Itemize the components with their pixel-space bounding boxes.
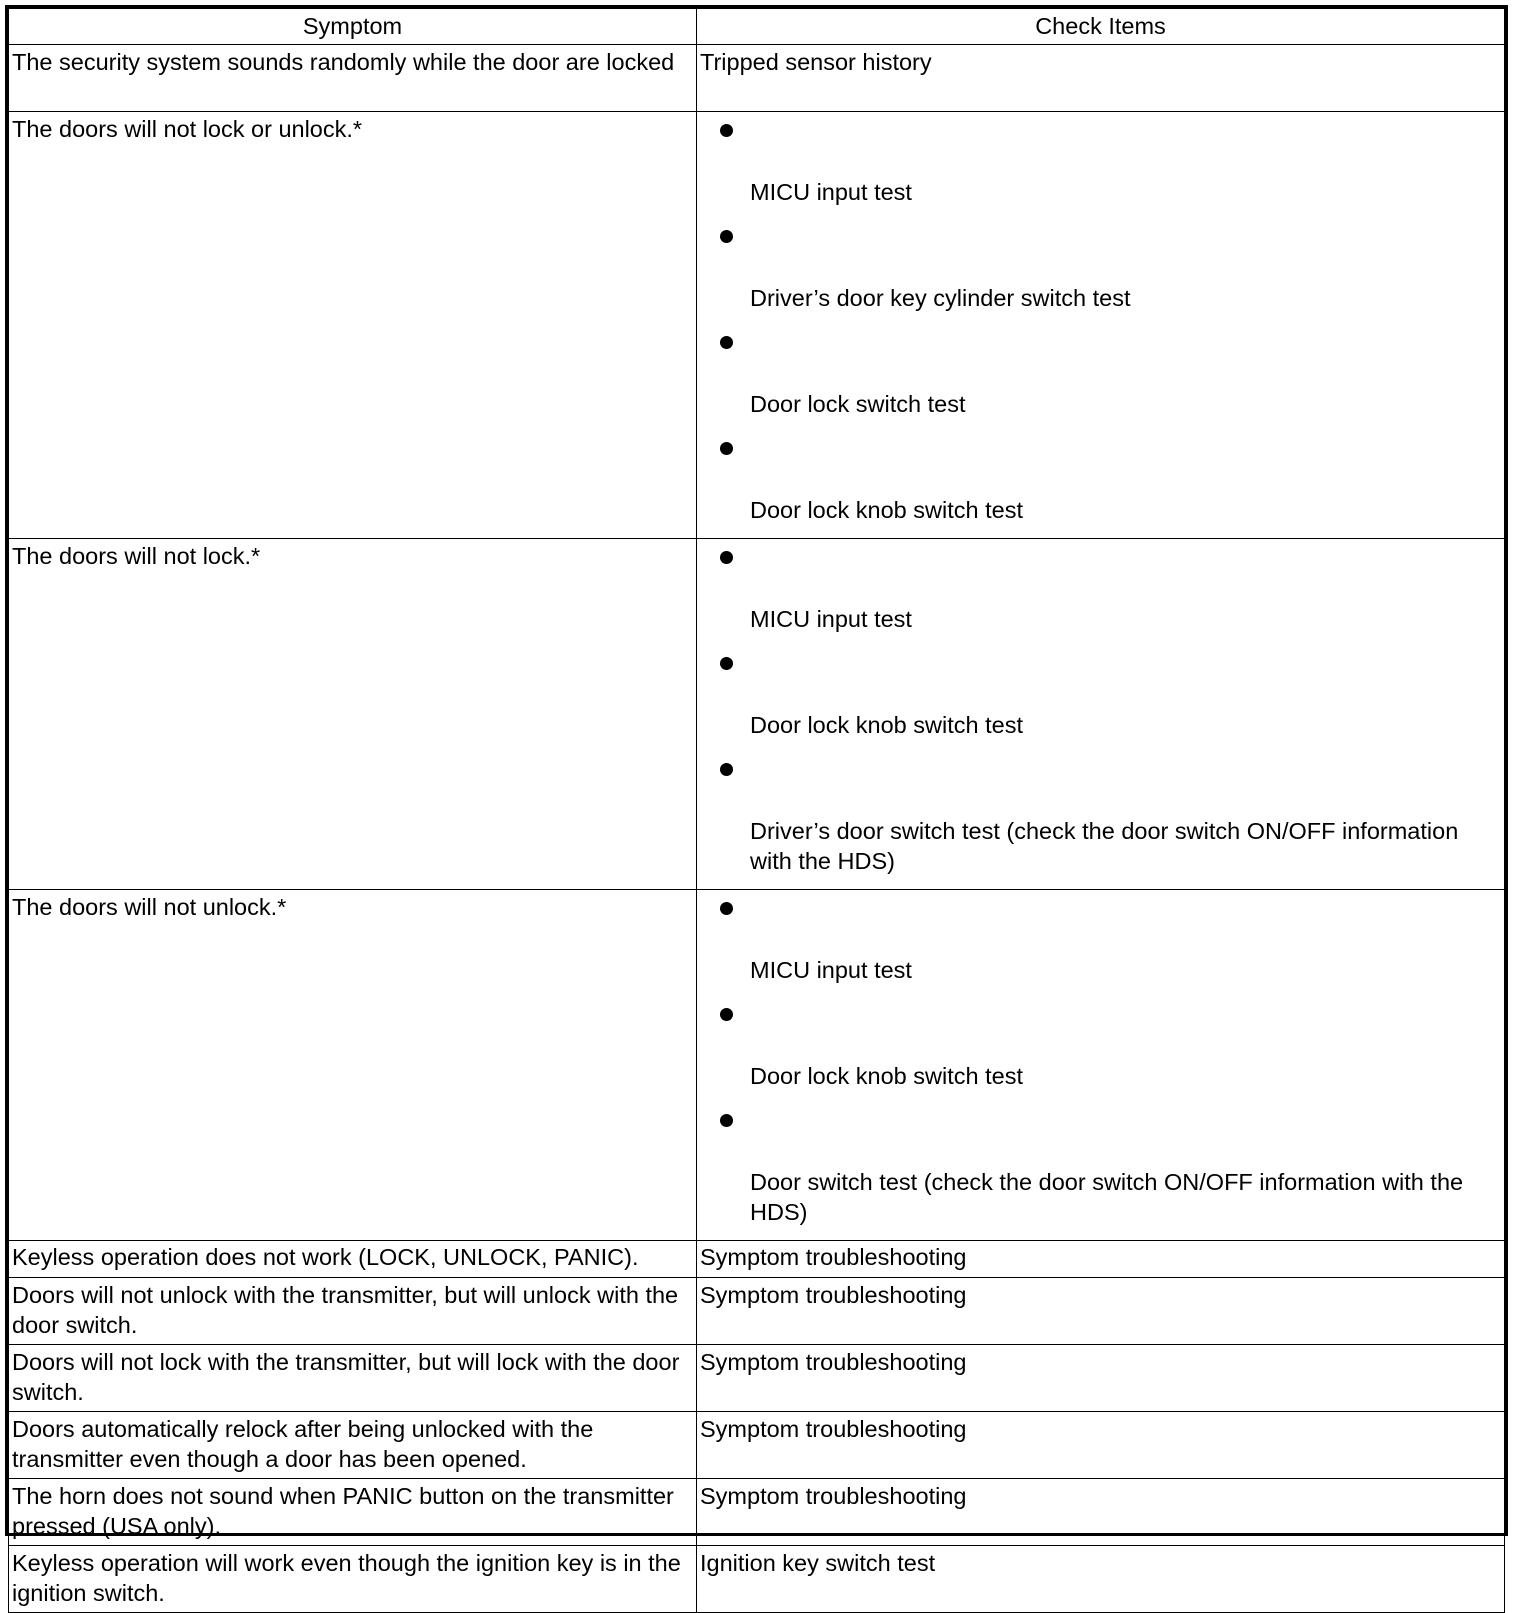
- table-row: [9, 45, 1505, 112]
- troubleshooting-table-frame: [5, 5, 1508, 1606]
- check-list: [700, 124, 1504, 538]
- symptom-cell: Doors automatically relock after being unlocked with the transmitter even though a door has been opened.: [9, 1412, 697, 1479]
- bullet-icon: [720, 657, 733, 670]
- bullet-icon: [720, 442, 733, 455]
- check-cell: Symptom troubleshooting: [697, 1345, 1505, 1412]
- list-item: [700, 657, 1504, 753]
- table-row: [9, 112, 1505, 539]
- check-cell: [697, 112, 1505, 539]
- check-item-text: Door lock knob switch test: [750, 712, 1023, 738]
- list-item: [700, 763, 1504, 889]
- header-symptom: Symptom: [9, 9, 697, 45]
- list-item: [700, 551, 1504, 647]
- check-item-text: MICU input test: [750, 606, 912, 632]
- symptom-cell: The doors will not unlock.*: [9, 890, 697, 1241]
- check-list: [700, 551, 1504, 889]
- check-item-text: Door lock knob switch test: [750, 1063, 1023, 1089]
- bullet-icon: [720, 763, 733, 776]
- table-row: [9, 1241, 1505, 1278]
- check-cell: Symptom troubleshooting: [697, 1412, 1505, 1479]
- check-item-text: Door lock switch test: [750, 391, 966, 417]
- symptom-cell: The doors will not lock or unlock.*: [9, 112, 697, 539]
- check-item-text: Door switch test (check the door switch ON/OFF information with the HDS): [750, 1169, 1464, 1225]
- check-list: [700, 902, 1504, 1240]
- check-cell: Tripped sensor history: [697, 45, 1505, 112]
- bullet-icon: [720, 230, 733, 243]
- troubleshooting-table: [8, 8, 1505, 1613]
- check-item-text: Door lock knob switch test: [750, 497, 1023, 523]
- bullet-icon: [720, 1008, 733, 1021]
- symptom-cell: The security system sounds randomly while the door are locked: [9, 45, 697, 112]
- table-row: [9, 1412, 1505, 1479]
- header-check-items: Check Items: [697, 9, 1505, 45]
- table-row: [9, 539, 1505, 890]
- table-row: [9, 1546, 1505, 1613]
- list-item: [700, 442, 1504, 538]
- symptom-cell: Doors will not unlock with the transmitter, but will unlock with the door switch.: [9, 1278, 697, 1345]
- symptom-cell: Keyless operation does not work (LOCK, UNLOCK, PANIC).: [9, 1241, 697, 1278]
- check-item-text: Driver’s door switch test (check the door switch ON/OFF information with the HDS): [750, 818, 1459, 874]
- table-row: [9, 890, 1505, 1241]
- bullet-icon: [720, 902, 733, 915]
- symptom-cell: Keyless operation will work even though the ignition key is in the ignition switch.: [9, 1546, 697, 1613]
- bullet-icon: [720, 1114, 733, 1127]
- bullet-icon: [720, 124, 733, 137]
- table-row: [9, 1278, 1505, 1345]
- bullet-icon: [720, 551, 733, 564]
- list-item: [700, 1114, 1504, 1240]
- check-item-text: MICU input test: [750, 179, 912, 205]
- table-row: [9, 1345, 1505, 1412]
- check-cell: Symptom troubleshooting: [697, 1479, 1505, 1546]
- check-item-text: Driver’s door key cylinder switch test: [750, 285, 1131, 311]
- check-cell: [697, 890, 1505, 1241]
- check-cell: Symptom troubleshooting: [697, 1241, 1505, 1278]
- list-item: [700, 336, 1504, 432]
- check-cell: [697, 539, 1505, 890]
- table-row: [9, 1479, 1505, 1546]
- symptom-cell: Doors will not lock with the transmitter, but will lock with the door switch.: [9, 1345, 697, 1412]
- list-item: [700, 124, 1504, 220]
- list-item: [700, 902, 1504, 998]
- check-cell: Ignition key switch test: [697, 1546, 1505, 1613]
- list-item: [700, 1008, 1504, 1104]
- check-item-text: MICU input test: [750, 957, 912, 983]
- header-row: [9, 9, 1505, 45]
- bullet-icon: [720, 336, 733, 349]
- check-cell: Symptom troubleshooting: [697, 1278, 1505, 1345]
- symptom-cell: The doors will not lock.*: [9, 539, 697, 890]
- list-item: [700, 230, 1504, 326]
- symptom-cell: The horn does not sound when PANIC button on the transmitter pressed (USA only).: [9, 1479, 697, 1546]
